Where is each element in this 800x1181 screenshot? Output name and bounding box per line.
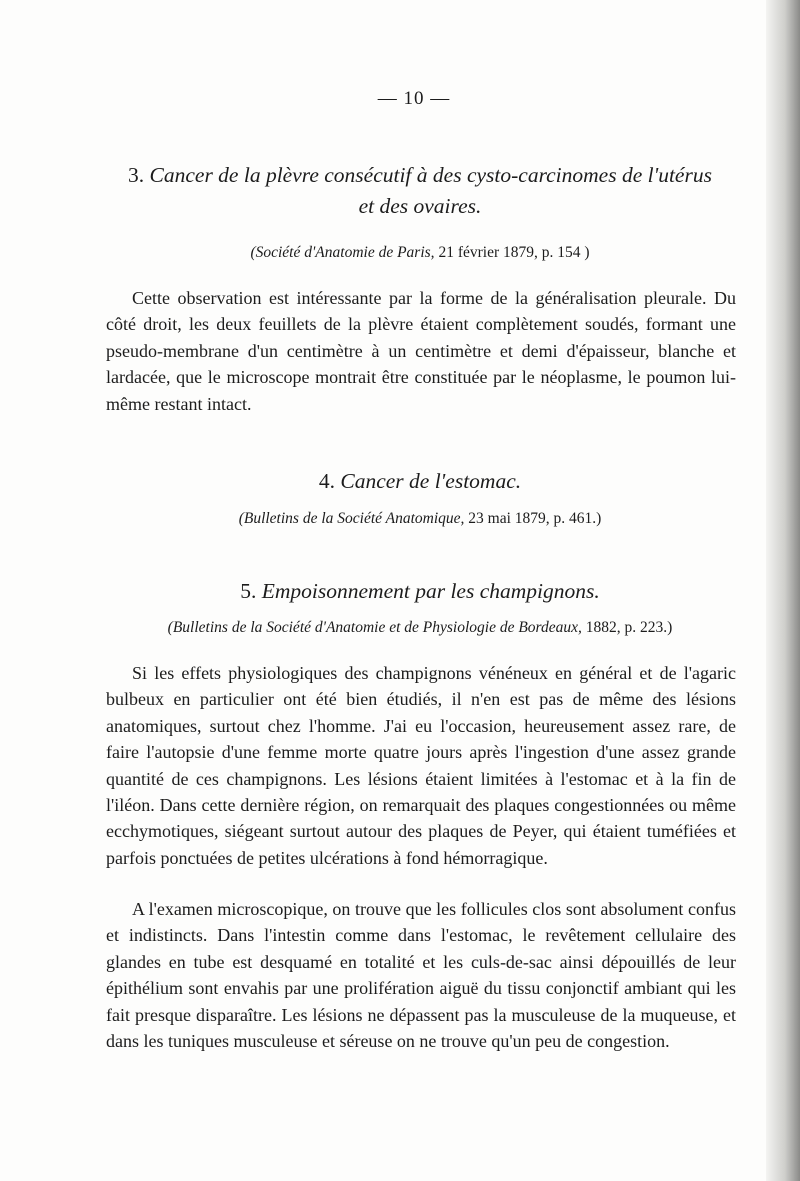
section-4-heading bbox=[90, 466, 750, 497]
section-5-title: Empoisonnement par les champignons. bbox=[261, 579, 600, 603]
section-4-ref-journal: (Bulletins de la Société Anatomique, bbox=[238, 510, 465, 527]
section-4-ref-date: 23 mai 1879, p. 461.) bbox=[468, 510, 602, 527]
section-3-heading bbox=[90, 160, 750, 222]
section-3-number: 3. bbox=[128, 163, 145, 187]
section-5-reference bbox=[90, 619, 750, 637]
section-4-reference bbox=[90, 510, 750, 528]
section-5-paragraph-2: A l'examen microscopique, on trouve que les follicules clos sont absolument confus et indistincts. Dans l'intestin comme dans l'estomac, le revêtement cellulaire des glandes en tube est desquamé en totalité et les culs-de-sac ainsi dépouillés de leur épithélium sont envahis par une prolifération aiguë du tissu conjonctif ambiant qui les fait presque disparaître. Les lésions ne dépassent pas la musculeuse de la muqueuse, et dans les tuniques musculeuse et séreuse on ne trouve qu'un peu de congestion. bbox=[106, 899, 736, 1052]
page-edge-shadow bbox=[766, 0, 800, 1181]
section-3-title-line2: et des ovaires. bbox=[358, 194, 482, 218]
section-3-reference bbox=[90, 244, 750, 262]
section-3-paragraph: Cette observation est intéressante par la forme de la généralisation pleurale. Du côté droit, les deux feuillets de la plèvre étaient complètement soudés, formant une pseudo-membrane d'un centimètre à un centimètre et demi d'épaisseur, blanche et lardacée, que le microscope montrait être constituée par le néoplasme, le poumon lui-même restant intact. bbox=[106, 288, 736, 414]
section-5-ref-journal: (Bulletins de la Société d'Anatomie et de Physiologie de Bordeaux, bbox=[167, 619, 582, 636]
section-3-ref-journal: (Société d'Anatomie de Paris, bbox=[250, 244, 435, 261]
section-4-number: 4. bbox=[318, 469, 335, 493]
section-3-ref-date: 21 février 1879, p. 154 ) bbox=[438, 244, 590, 261]
page-number: — 10 — bbox=[377, 88, 451, 109]
section-3-title-line1: Cancer de la plèvre consécutif à des cysto-carcinomes de l'utérus bbox=[149, 163, 712, 187]
section-5-ref-date: 1882, p. 223.) bbox=[585, 619, 673, 636]
section-5-paragraph-1: Si les effets physiologiques des champignons vénéneux en général et de l'agaric bulbeux en particulier ont été bien étudiés, il n'en est pas de même des lésions anatomiques, surtout chez l'homme. J'ai eu l'occasion, heureusement assez rare, de faire l'autopsie d'une femme morte quatre jours après l'ingestion d'une assez grande quantité de ces champignons. Les lésions étaient limitées à l'estomac et à la fin de l'iléon. Dans cette dernière région, on remarquait des plaques congestionnées ou même ecchymotiques, siégeant surtout autour des plaques de Peyer, qui étaient tuméfiées et parfois ponctuées de petites ulcérations à fond hémorragique. bbox=[106, 663, 736, 868]
section-5-heading bbox=[90, 576, 750, 607]
section-4-title: Cancer de l'estomac. bbox=[340, 469, 522, 493]
section-5-number: 5. bbox=[240, 579, 257, 603]
